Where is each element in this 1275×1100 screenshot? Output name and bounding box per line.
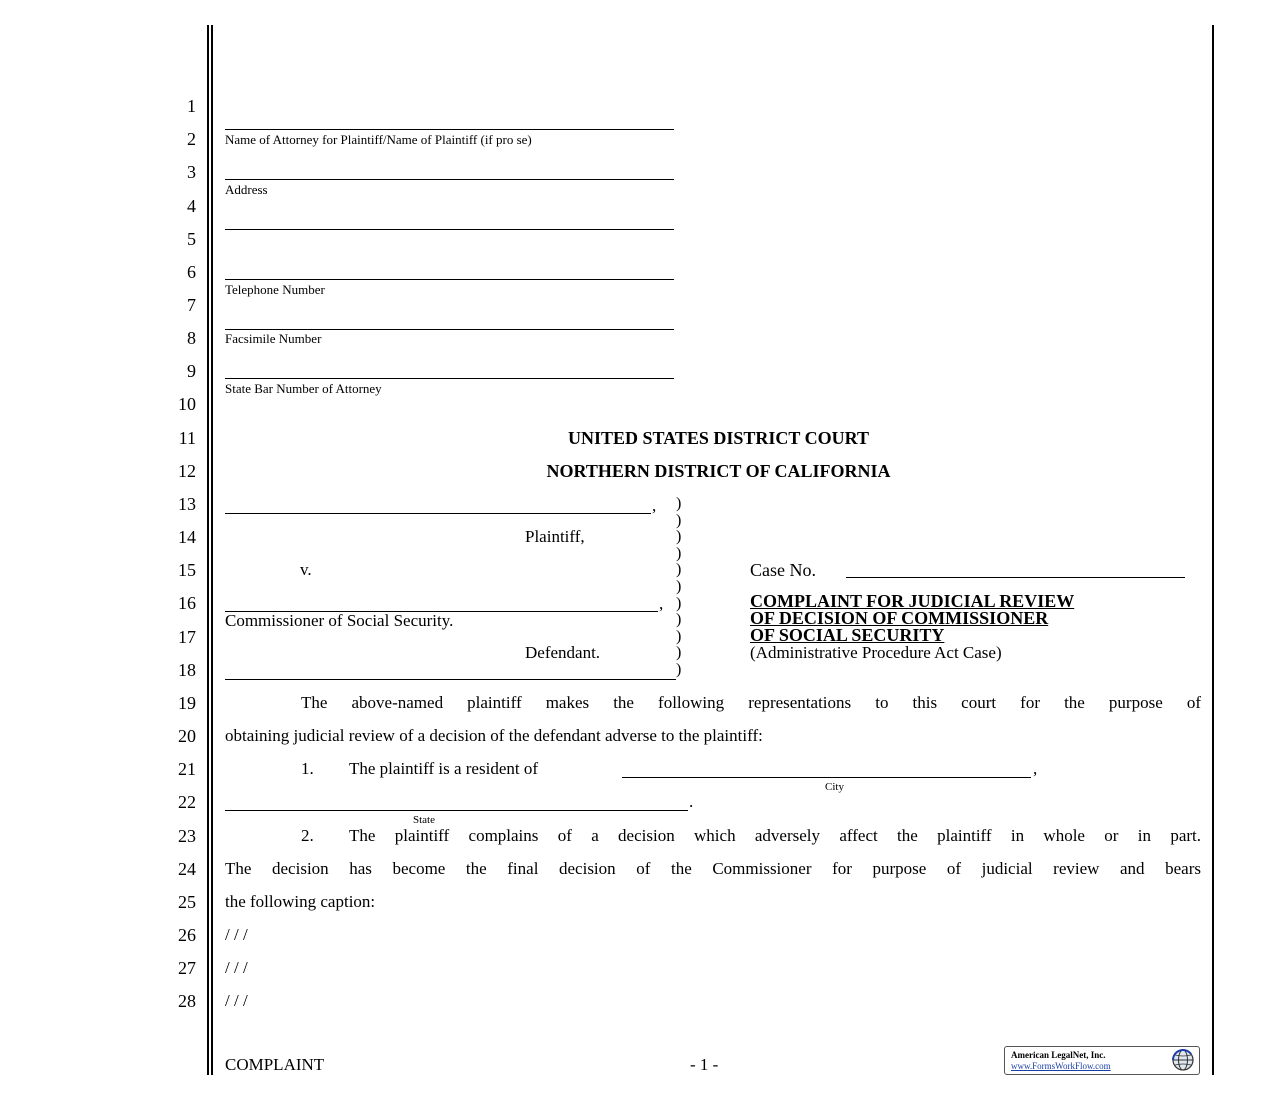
caption-paren-column: ) ) ) ) ) ) ) ) ) ) ) <box>676 495 682 678</box>
footer-page-number: - 1 - <box>690 1055 719 1074</box>
line-number: 27 <box>178 958 196 978</box>
resident-city-field[interactable] <box>622 757 1031 778</box>
defendant-name-field[interactable] <box>225 592 658 612</box>
facsimile-field[interactable] <box>225 312 674 330</box>
resident-state-field[interactable] <box>225 790 688 811</box>
line-number: 6 <box>187 262 196 282</box>
left-margin-rule-inner <box>211 25 213 1075</box>
line-number: 15 <box>178 560 196 580</box>
publisher-website[interactable]: www.FormsWorkFlow.com <box>1011 1061 1111 1071</box>
versus-label: v. <box>300 560 312 579</box>
complaint-subtitle: (Administrative Procedure Act Case) <box>750 643 1002 662</box>
attorney-name-field[interactable] <box>225 112 674 130</box>
address-field-2[interactable] <box>225 212 674 230</box>
line-number: 20 <box>178 726 196 746</box>
paragraph2-line2: The decision has become the final decision of the Commissioner for purpose of judicial review and bears <box>225 859 1201 878</box>
line-number: 13 <box>178 494 196 514</box>
attorney-name-label: Name of Attorney for Plaintiff/Name of Plaintiff (if pro se) <box>225 132 532 147</box>
defendant-comma: , <box>659 594 664 613</box>
complaint-title-line2: OF DECISION OF COMMISSIONER <box>750 608 1049 628</box>
line-number: 12 <box>178 461 196 481</box>
line-number: 24 <box>178 859 196 879</box>
state-bar-label: State Bar Number of Attorney <box>225 381 382 396</box>
line-number: 16 <box>178 593 196 613</box>
line-number: 19 <box>178 693 196 713</box>
globe-icon <box>1170 1048 1196 1072</box>
complaint-title-line3: OF SOCIAL SECURITY <box>750 625 945 645</box>
city-comma: , <box>1033 759 1038 778</box>
telephone-label: Telephone Number <box>225 282 325 297</box>
plaintiff-label: Plaintiff, <box>525 527 585 546</box>
line-number: 9 <box>187 361 196 381</box>
line-number: 25 <box>178 892 196 912</box>
defendant-name: Commissioner of Social Security. <box>225 611 454 630</box>
line-number: 8 <box>187 328 196 348</box>
line-number: 5 <box>187 229 196 249</box>
line-number: 23 <box>178 826 196 846</box>
item2-number: 2. <box>301 826 314 845</box>
paragraph2-line3: the following caption: <box>225 892 376 911</box>
state-bar-field[interactable] <box>225 361 674 379</box>
line-number: 3 <box>187 162 196 182</box>
state-label: State <box>413 814 435 826</box>
defendant-label: Defendant. <box>525 643 601 662</box>
paragraph-intro-line1: The above-named plaintiff makes the following representations to this court for the purpose of <box>301 693 1201 712</box>
case-number-field[interactable] <box>846 558 1185 578</box>
line-number: 17 <box>178 627 196 647</box>
case-number-label: Case No. <box>750 560 816 580</box>
item2-text: The plaintiff complains of a decision which adversely affect the plaintiff in whole or in part. <box>349 826 1201 845</box>
complaint-title-line1: COMPLAINT FOR JUDICIAL REVIEW <box>750 591 1075 611</box>
continuation-slashes: / / / <box>225 991 248 1010</box>
caption-bottom-line <box>225 660 676 680</box>
left-margin-rule-outer <box>207 25 209 1075</box>
line-number: 11 <box>178 428 196 448</box>
address-label: Address <box>225 182 268 197</box>
telephone-field[interactable] <box>225 262 674 280</box>
publisher-badge[interactable] <box>1004 1046 1200 1075</box>
address-field-1[interactable] <box>225 162 674 180</box>
footer-title: COMPLAINT <box>225 1055 325 1074</box>
line-number: 18 <box>178 660 196 680</box>
right-margin-rule <box>1212 25 1214 1075</box>
line-number: 22 <box>178 792 196 812</box>
facsimile-label: Facsimile Number <box>225 331 322 346</box>
line-number: 21 <box>178 759 196 779</box>
line-number: 10 <box>178 394 196 414</box>
city-label: City <box>825 781 844 793</box>
line-number: 14 <box>178 527 196 547</box>
publisher-name: American LegalNet, Inc. <box>1011 1050 1106 1060</box>
plaintiff-comma: , <box>652 496 657 515</box>
state-period: . <box>689 792 694 811</box>
line-number: 4 <box>187 196 196 216</box>
court-district: NORTHERN DISTRICT OF CALIFORNIA <box>546 461 891 481</box>
line-number: 2 <box>187 129 196 149</box>
continuation-slashes: / / / <box>225 958 248 977</box>
continuation-slashes: / / / <box>225 925 248 944</box>
item1-number: 1. <box>301 759 314 778</box>
line-number: 26 <box>178 925 196 945</box>
paragraph-intro-line2: obtaining judicial review of a decision of the defendant adverse to the plaintiff: <box>225 726 763 745</box>
item1-text: The plaintiff is a resident of <box>349 759 538 778</box>
line-number: 28 <box>178 991 196 1011</box>
court-name: UNITED STATES DISTRICT COURT <box>568 428 869 448</box>
line-number: 7 <box>187 295 196 315</box>
plaintiff-name-field[interactable] <box>225 494 651 514</box>
line-number: 1 <box>187 96 196 116</box>
